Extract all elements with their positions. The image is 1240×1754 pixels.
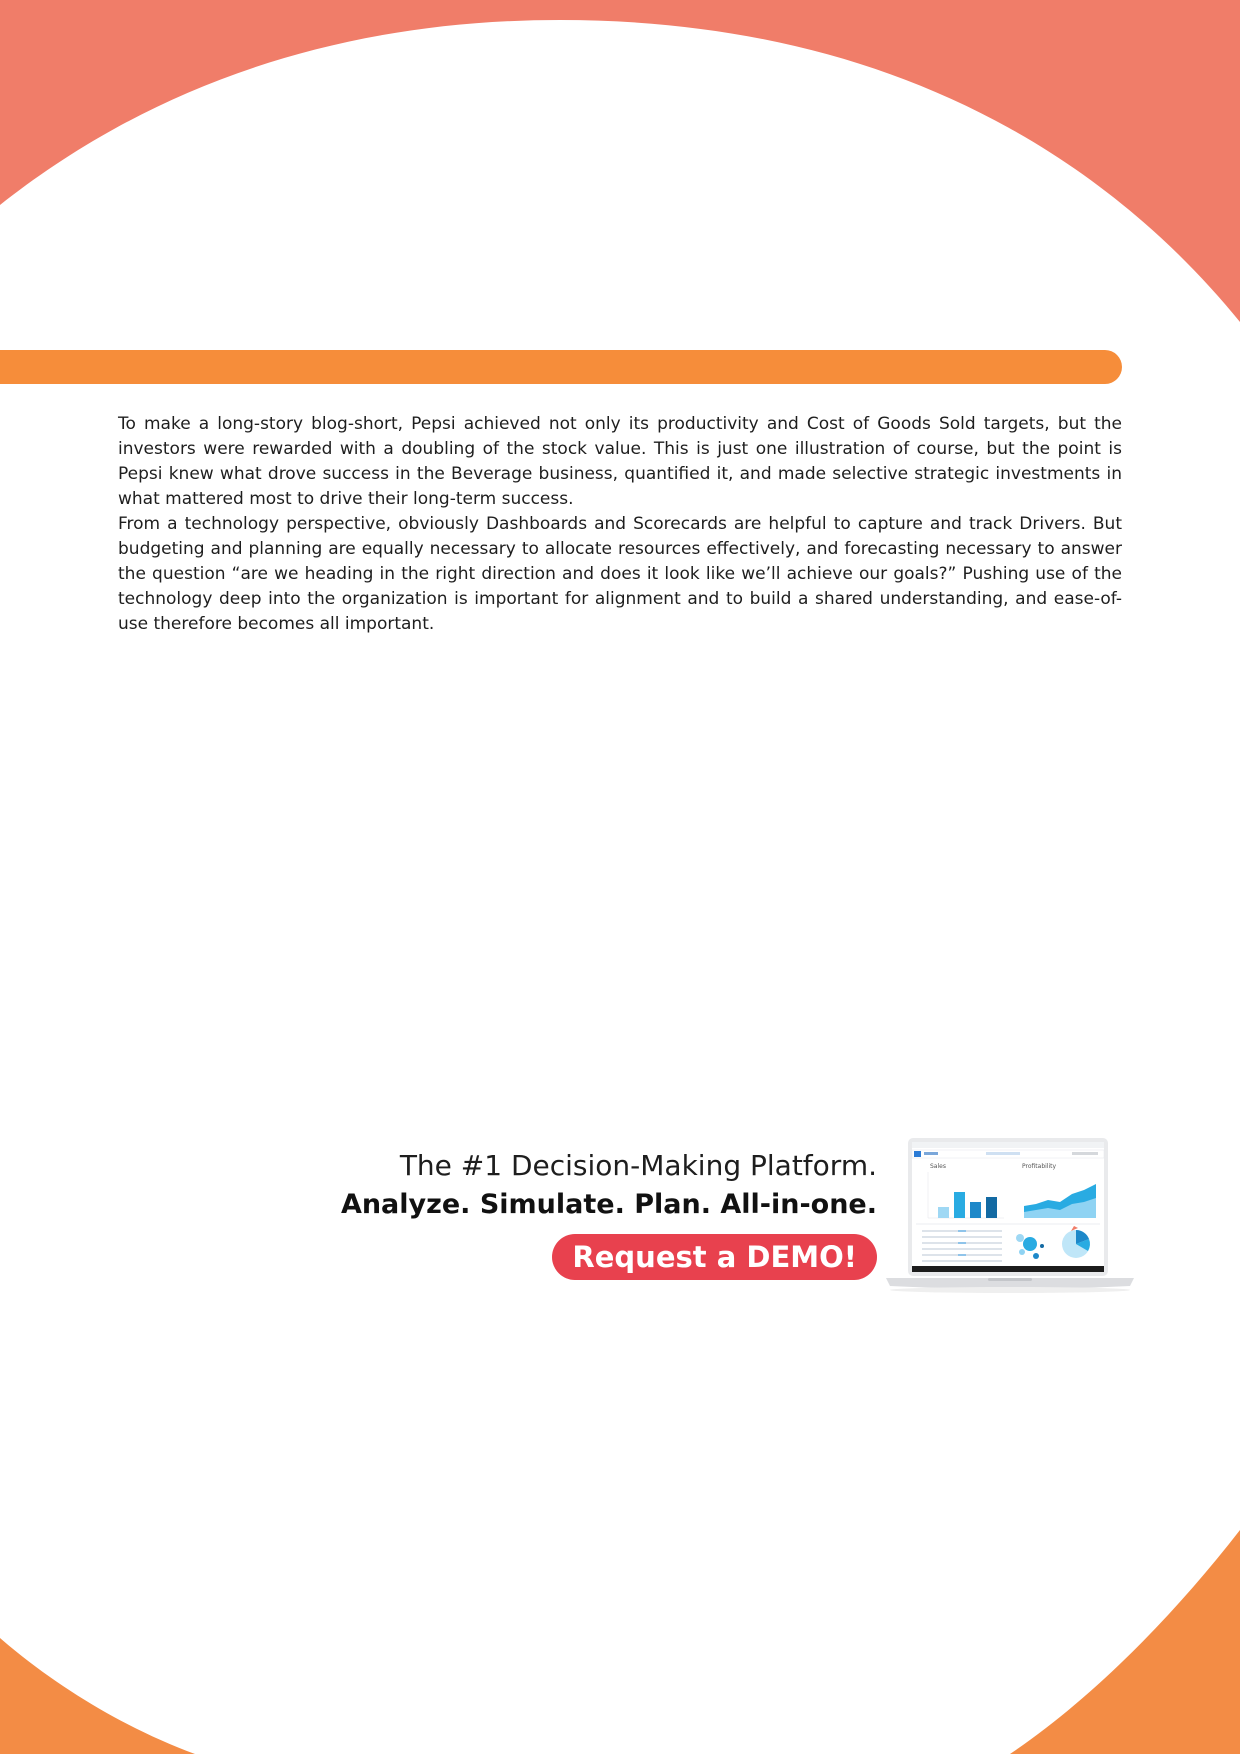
laptop-dashboard-icon	[876, 1136, 1144, 1296]
paragraph-2: From a technology perspective, obviously Dashboards and Scorecards are helpful to capture and track Drivers. But budgeting and planning are equally necessary to allocate resources effectively, and forecasting necessary to answer the question “are we heading in the right direction and does it look like we’ll achieve our goals?” Pushing use of the technology deep into the organization is important for alignment and to build a shared understanding, and ease-of-use therefore becomes all important.	[118, 514, 1122, 634]
screen-label-profitability: Profitability	[1022, 1163, 1057, 1170]
promo-tagline: The #1 Decision-Making Platform.	[399, 1149, 877, 1182]
paragraph-1: To make a long-story blog-short, Pepsi achieved not only its productivity and Cost of Goods Sold targets, but the investors were rewarded with a doubling of the stock value. This is just one illustration of course, but the point is Pepsi knew what drove success in the Beverage business, quantified it, and made selective strategic investments in what mattered most to drive their long-term success.	[118, 414, 1122, 509]
bottom-right-wave	[1010, 1530, 1240, 1754]
request-demo-button[interactable]: Request a DEMO!	[552, 1234, 877, 1280]
promo-slogan: Analyze. Simulate. Plan. All-in-one.	[340, 1189, 877, 1220]
article-body	[118, 412, 1122, 637]
screen-label-sales: Sales	[930, 1163, 946, 1170]
bottom-left-wave	[0, 1638, 195, 1754]
top-wave	[0, 0, 1240, 322]
promo-block	[341, 1146, 877, 1280]
orange-divider-bar	[0, 350, 1122, 384]
